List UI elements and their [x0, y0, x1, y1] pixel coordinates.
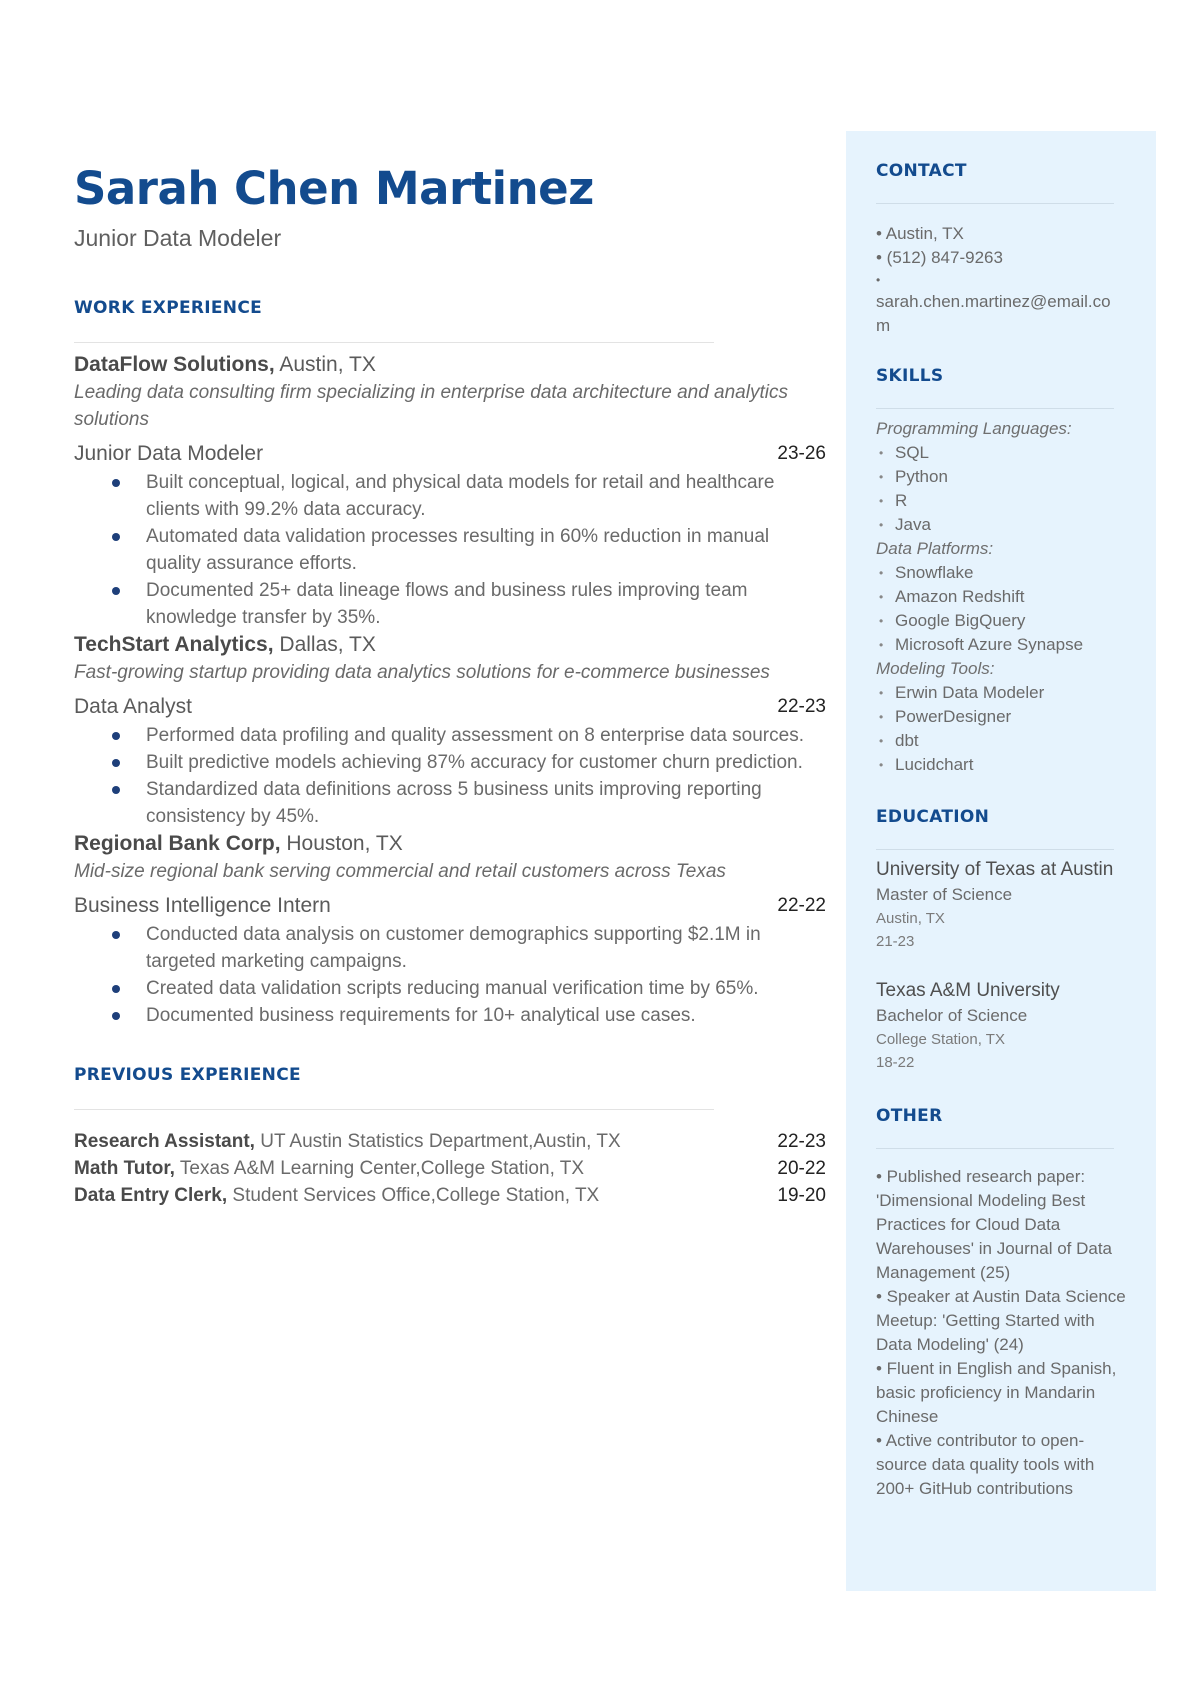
previous-experience-list: [74, 1128, 826, 1209]
section-divider: [876, 408, 1114, 409]
job-bullets: [74, 921, 826, 1029]
sidebar: [846, 131, 1156, 1591]
skill-item: • Python: [876, 465, 1128, 489]
job-description: Fast-growing startup providing data analytics solutions for e-commerce businesses: [74, 662, 770, 683]
contact-location: • Austin, TX: [876, 224, 964, 243]
skill-item: • Snowflake: [876, 561, 1128, 585]
list-item: Documented 25+ data lineage flows and business rules improving team knowledge transfer by 35%.: [74, 577, 826, 631]
job-company-line: [74, 830, 826, 858]
previous-experience-row: Research Assistant, UT Austin Statistics Department,Austin, TX 22-23: [74, 1131, 826, 1152]
education-degree: Bachelor of Science: [876, 1006, 1028, 1025]
candidate-name: Sarah Chen Martinez: [74, 162, 594, 215]
list-item: • Published research paper: 'Dimensional Modeling Best Practices for Cloud Data Warehouses' in Journal of Data Management (25): [876, 1167, 1113, 1282]
job-company-line: [74, 351, 826, 379]
list-item: Automated data validation processes resulting in 60% reduction in manual quality assurance efforts.: [74, 523, 826, 577]
skill-item: • Java: [876, 513, 1128, 537]
previous-experience-row: Data Entry Clerk, Student Services Office,College Station, TX 19-20: [74, 1185, 826, 1206]
contact-email[interactable]: sarah.chen.martinez@email.co: [876, 292, 1111, 311]
skills-heading: SKILLS: [876, 366, 944, 386]
job-role: Data Analyst: [74, 695, 192, 718]
job-dates: 22-22: [777, 895, 826, 916]
contact-phone: • (512) 847-9263: [876, 248, 1003, 267]
bullet-dot-icon: [112, 931, 120, 939]
job-entry: [74, 351, 826, 631]
job-description: Leading data consulting firm specializing in enterprise data architecture and analytics solutions: [74, 382, 788, 430]
skill-item: • Erwin Data Modeler: [876, 681, 1128, 705]
previous-experience-heading: PREVIOUS EXPERIENCE: [74, 1065, 301, 1085]
job-company: Regional Bank Corp,: [74, 832, 281, 855]
bullet-dot-icon: [112, 732, 120, 740]
bullet-dot-icon: [112, 1012, 120, 1020]
contact-email-tail: m: [876, 316, 891, 335]
skill-item: • Lucidchart: [876, 753, 1128, 777]
other-heading: OTHER: [876, 1106, 943, 1126]
job-role: Junior Data Modeler: [74, 442, 264, 465]
job-location: Austin, TX: [274, 353, 376, 376]
skill-item: • R: [876, 489, 1128, 513]
list-item: Standardized data definitions across 5 business units improving reporting consistency by 45%.: [74, 776, 826, 830]
bullet-dot-icon: [112, 759, 120, 767]
skill-category: Programming Languages:: [876, 419, 1072, 438]
education-dates: 21-23: [876, 933, 915, 950]
contact-email-bullet: •: [876, 273, 881, 287]
list-item: • Active contributor to open-source data quality tools with 200+ GitHub contributions: [876, 1431, 1095, 1498]
section-divider: [876, 1148, 1114, 1149]
list-item: Created data validation scripts reducing manual verification time by 65%.: [74, 975, 826, 1002]
bullet-dot-icon: [112, 786, 120, 794]
contact-list: [876, 222, 1128, 338]
contact-heading: CONTACT: [876, 161, 967, 181]
education-heading: EDUCATION: [876, 807, 990, 827]
skill-item: • Google BigQuery: [876, 609, 1128, 633]
list-item: Conducted data analysis on customer demographics supporting $2.1M in targeted marketing campaigns.: [74, 921, 826, 975]
previous-experience-row: Math Tutor, Texas A&M Learning Center,College Station, TX 20-22: [74, 1158, 826, 1179]
job-bullets: [74, 722, 826, 830]
job-company: DataFlow Solutions,: [74, 353, 275, 376]
job-role-row: [74, 891, 826, 921]
job-description: Mid-size regional bank serving commercial and retail customers across Texas: [74, 861, 726, 882]
education-entry: [876, 856, 1128, 953]
job-role-row: [74, 439, 826, 469]
bullet-dot-icon: [112, 479, 120, 487]
education-location: College Station, TX: [876, 1031, 1005, 1048]
education-degree: Master of Science: [876, 885, 1013, 904]
job-dates: 23-26: [777, 443, 826, 464]
education-location: Austin, TX: [876, 910, 945, 927]
education-dates: 18-22: [876, 1054, 915, 1071]
skill-category: Data Platforms:: [876, 539, 994, 558]
skill-item: • SQL: [876, 441, 1128, 465]
list-item: Performed data profiling and quality assessment on 8 enterprise data sources.: [74, 722, 826, 749]
candidate-title: Junior Data Modeler: [74, 225, 282, 251]
skill-category: Modeling Tools:: [876, 659, 995, 678]
bullet-dot-icon: [112, 985, 120, 993]
job-bullets: [74, 469, 826, 631]
job-location: Houston, TX: [280, 832, 403, 855]
section-divider: [74, 1109, 714, 1110]
job-location: Dallas, TX: [273, 633, 376, 656]
job-company: TechStart Analytics,: [74, 633, 274, 656]
job-role: Business Intelligence Intern: [74, 894, 331, 917]
bullet-dot-icon: [112, 533, 120, 541]
skill-item: • PowerDesigner: [876, 705, 1128, 729]
section-divider: [876, 849, 1114, 850]
job-dates: 22-23: [777, 696, 826, 717]
education-entry: [876, 977, 1128, 1074]
job-entry: [74, 631, 826, 830]
section-divider: [876, 203, 1114, 204]
skill-item: • Amazon Redshift: [876, 585, 1128, 609]
section-divider: [74, 342, 714, 343]
bullet-dot-icon: [112, 587, 120, 595]
list-item: • Fluent in English and Spanish, basic proficiency in Mandarin Chinese: [876, 1359, 1117, 1426]
job-entry: [74, 830, 826, 1029]
main-column: [74, 160, 826, 1209]
skills-list: [876, 417, 1128, 777]
education-school: Texas A&M University: [876, 980, 1060, 1001]
list-item: Built conceptual, logical, and physical data models for retail and healthcare clients with 99.2% data accuracy.: [74, 469, 826, 523]
job-role-row: [74, 692, 826, 722]
skill-item: • Microsoft Azure Synapse: [876, 633, 1128, 657]
skill-item: • dbt: [876, 729, 1128, 753]
work-experience-heading: WORK EXPERIENCE: [74, 298, 263, 318]
list-item: Built predictive models achieving 87% accuracy for customer churn prediction.: [74, 749, 826, 776]
list-item: • Speaker at Austin Data Science Meetup: 'Getting Started with Data Modeling' (24): [876, 1287, 1126, 1354]
list-item: Documented business requirements for 10+ analytical use cases.: [74, 1002, 826, 1029]
job-company-line: [74, 631, 826, 659]
other-list: [876, 1165, 1126, 1501]
education-school: University of Texas at Austin: [876, 859, 1114, 880]
